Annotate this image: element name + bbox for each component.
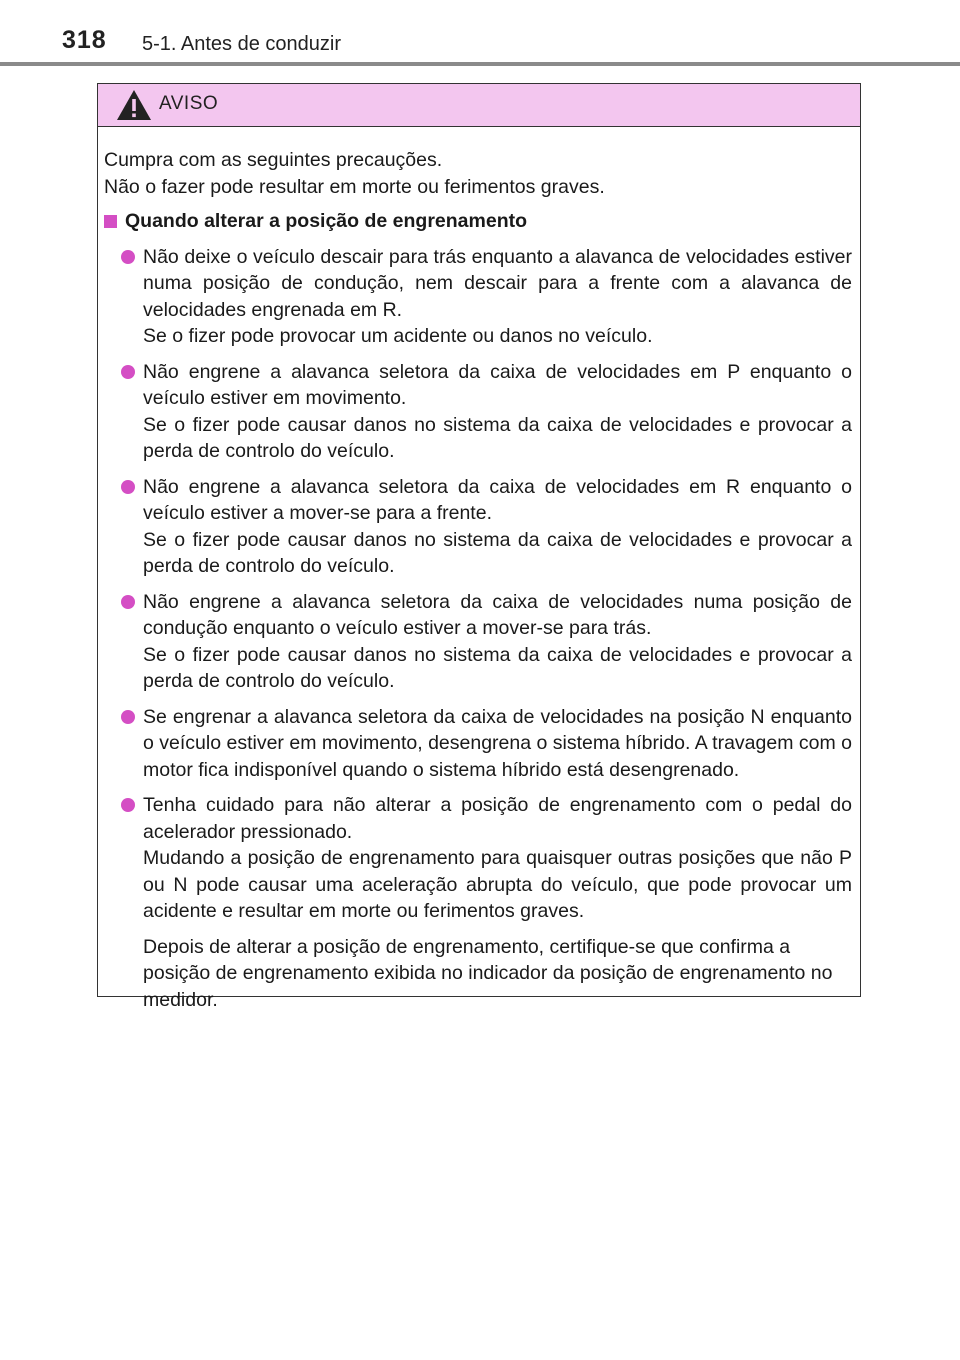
bullet-paragraph: Se o fizer pode causar danos no sistema da caixa de velocidades e provocar a perda de controlo do veículo.	[143, 528, 852, 577]
bullet-paragraph: Mudando a posição de engrenamento para quaisquer outras posições que não P ou N pode causar uma aceleração abrupta do veículo, que pode provocar um acidente e resultar em morte ou ferimentos graves.	[143, 847, 852, 922]
circle-bullet-icon	[121, 798, 135, 812]
list-item	[104, 244, 852, 350]
warning-body	[98, 127, 860, 1013]
subheading	[104, 208, 852, 235]
circle-bullet-icon	[121, 595, 135, 609]
warning-box	[97, 83, 861, 1011]
bullet-paragraph: Não engrene a alavanca seletora da caixa de velocidades numa posição de condução enquanto o veículo estiver a mover-se para trás.	[143, 590, 852, 639]
circle-bullet-icon	[121, 710, 135, 724]
bullet-paragraph: Não deixe o veículo descair para trás enquanto a alavanca de velocidades estiver numa posição de condução, nem descair para a frente com a alavanca de velocidades engrenada em R.	[143, 245, 852, 321]
bullet-paragraph: Não engrene a alavanca seletora da caixa de velocidades em R enquanto o veículo estiver a mover-se para a frente.	[143, 475, 852, 524]
trailing-paragraph: Depois de alterar a posição de engrenamento, certifique-se que confirma a posição de engrenamento exibida no indicador da posição de engrenamento no medidor.	[143, 935, 833, 1011]
list-item	[104, 359, 852, 465]
trailing-note	[104, 934, 852, 1014]
square-bullet-icon	[104, 215, 117, 228]
bullet-paragraph: Se o fizer pode causar danos no sistema da caixa de velocidades e provocar a perda de controlo do veículo.	[143, 643, 852, 692]
bullet-paragraph: Não engrene a alavanca seletora da caixa de velocidades em P enquanto o veículo estiver em movimento.	[143, 360, 852, 409]
circle-bullet-icon	[121, 480, 135, 494]
circle-bullet-icon	[121, 365, 135, 379]
warning-intro	[104, 147, 852, 200]
bullet-paragraph: Se o fizer pode provocar um acidente ou danos no veículo.	[143, 325, 653, 347]
bullet-paragraph: Tenha cuidado para não alterar a posição de engrenamento com o pedal do acelerador pressionado.	[143, 794, 852, 843]
warning-triangle-icon	[116, 89, 152, 121]
list-item	[104, 589, 852, 695]
subheading-text: Quando alterar a posição de engrenamento	[125, 210, 528, 232]
page-header	[0, 0, 960, 66]
list-item	[104, 474, 852, 580]
warning-header	[98, 84, 860, 127]
bullet-paragraph: Se engrenar a alavanca seletora da caixa de velocidades na posição N enquanto o veículo estiver em movimento, desengrena o sistema híbrido. A travagem com o motor fica indisponível quando o sistema híbrido está desengrenado.	[143, 705, 852, 781]
intro-line: Cumpra com as seguintes precauções.	[104, 149, 443, 171]
warning-label: AVISO	[159, 93, 219, 114]
circle-bullet-icon	[121, 250, 135, 264]
header-divider	[0, 62, 960, 66]
list-item	[104, 704, 852, 784]
list-item	[104, 792, 852, 925]
intro-line: Não o fazer pode resultar em morte ou ferimentos graves.	[104, 175, 605, 198]
page-number: 318	[62, 26, 107, 54]
section-title: 5-1. Antes de conduzir	[142, 33, 342, 55]
bullet-paragraph: Se o fizer pode causar danos no sistema da caixa de velocidades e provocar a perda de controlo do veículo.	[143, 413, 852, 462]
